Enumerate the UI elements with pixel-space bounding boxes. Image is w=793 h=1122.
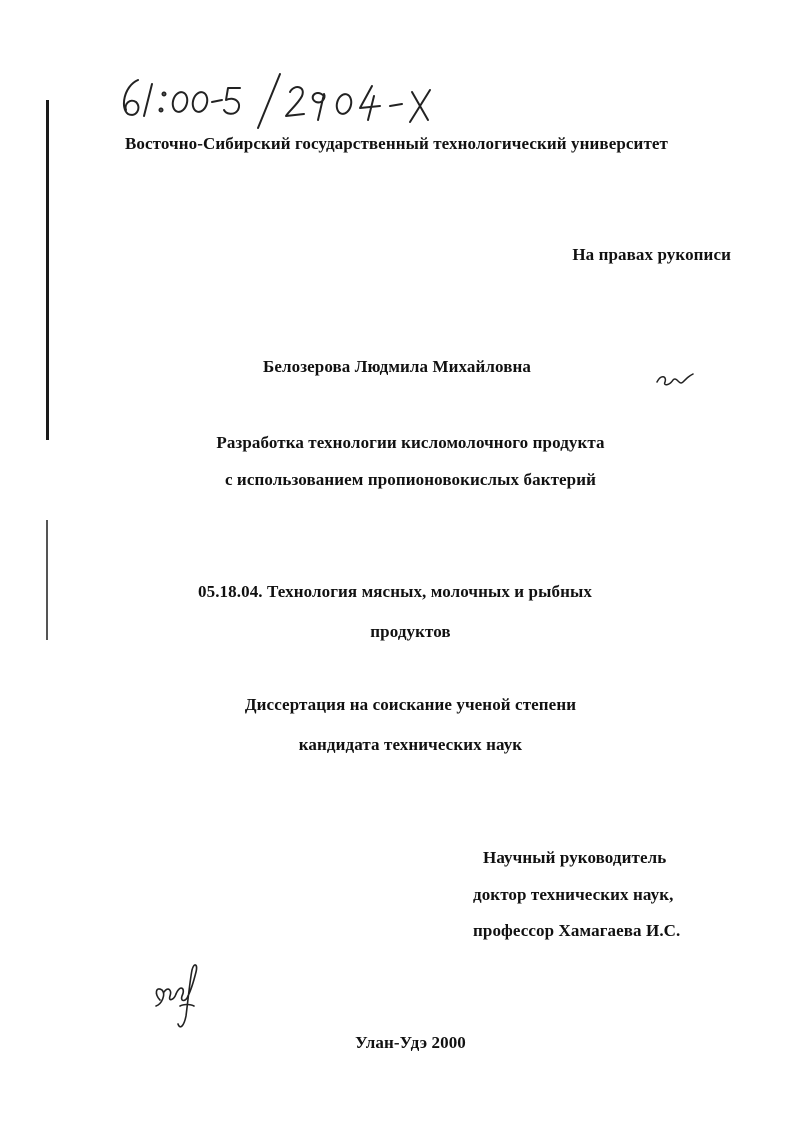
author-signature-mark	[655, 370, 695, 390]
degree-line-2: кандидата технических наук	[298, 735, 523, 754]
author-name: Белозерова Людмила Михайловна	[263, 357, 532, 376]
supervisor-name: профессор Хамагаева И.С.	[473, 921, 681, 940]
university-name: Восточно-Сибирский государственный технологический университет	[124, 134, 668, 153]
supervisor-degree: доктор технических наук,	[473, 885, 674, 904]
manuscript-rights: На правах рукописи	[572, 245, 731, 264]
dissertation-title-line-1: Разработка технологии кисломолочного продукта	[216, 433, 605, 452]
dissertation-title-line-2: с использованием пропионовокислых бактерий	[224, 470, 597, 489]
city-year: Улан-Удэ 2000	[355, 1033, 466, 1052]
degree-line-1: Диссертация на соискание ученой степени	[244, 695, 577, 714]
specialty-line-1: 05.18.04. Технология мясных, молочных и рыбных	[198, 582, 592, 601]
handwritten-signature	[150, 960, 210, 1035]
supervisor-label: Научный руководитель	[483, 848, 667, 867]
handwritten-catalogue-code	[110, 70, 510, 130]
specialty-line-2: продуктов	[370, 622, 451, 641]
